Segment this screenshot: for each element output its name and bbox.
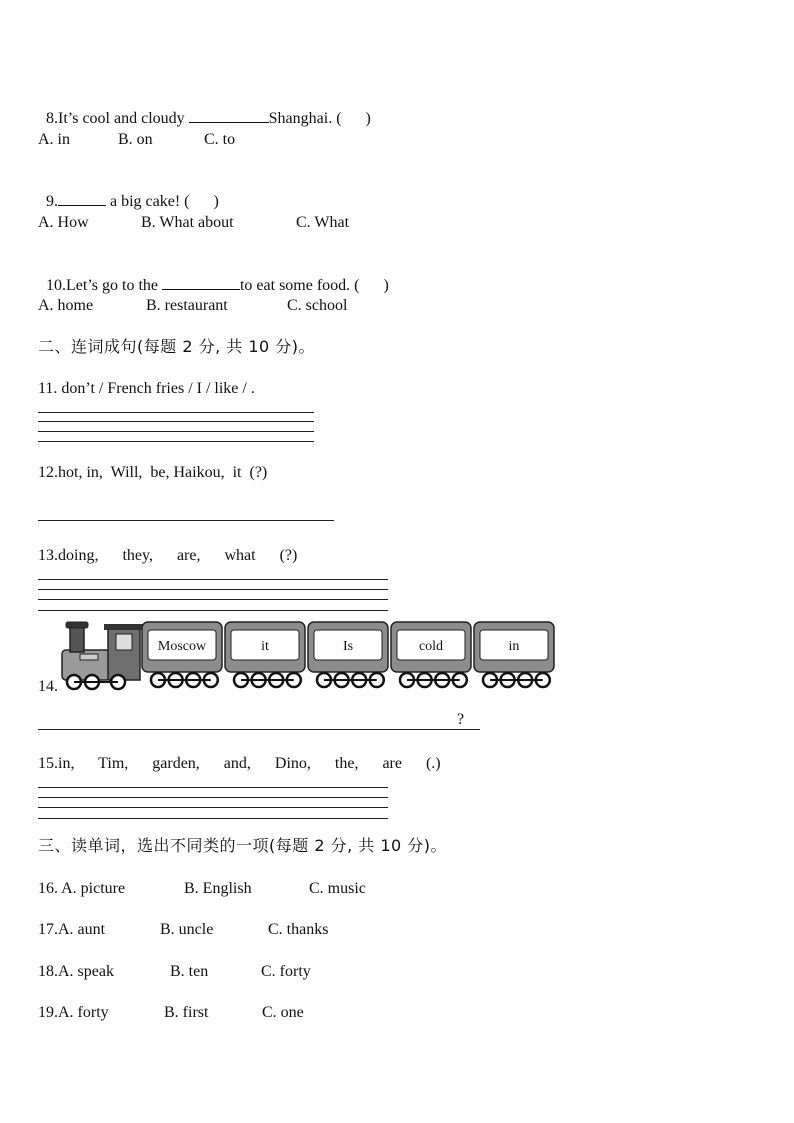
question-18 — [38, 962, 311, 982]
writing-rule — [38, 807, 388, 808]
option-b[interactable]: B. on — [118, 131, 153, 148]
writing-lines[interactable] — [38, 412, 314, 444]
option-b[interactable]: B. restaurant — [146, 297, 228, 314]
question-9 — [38, 171, 219, 212]
question-8-options — [38, 130, 235, 150]
question-9-stem-start: 9. — [46, 193, 58, 210]
writing-rule — [38, 520, 334, 521]
writing-rule — [38, 818, 388, 819]
train-car-word: Is — [342, 639, 354, 654]
writing-rule — [38, 729, 480, 730]
option-a[interactable]: 18.A. speak — [38, 963, 114, 980]
question-8-stem-end: Shanghai. ( ) — [268, 110, 371, 127]
writing-rule — [38, 579, 388, 580]
question-10-stem-end: to eat some food. ( ) — [239, 277, 389, 294]
train-car — [142, 622, 222, 687]
question-10 — [38, 255, 389, 296]
section-3-heading: 三、读单词，选出不同类的一项(每题 2 分, 共 10 分)。 — [38, 836, 448, 855]
option-a[interactable]: A. home — [38, 297, 94, 314]
option-c[interactable]: C. one — [262, 1004, 304, 1021]
option-b[interactable]: B. English — [184, 880, 252, 897]
option-b[interactable]: B. What about — [141, 214, 234, 231]
writing-rule — [38, 431, 314, 432]
writing-rule — [38, 589, 388, 590]
train-car-word: Moscow — [157, 639, 207, 654]
train-car-word: cold — [418, 639, 444, 654]
question-14-number: 14. — [38, 678, 58, 695]
question-15: 15.in, Tim, garden, and, Dino, the, are (.) — [38, 755, 441, 772]
writing-rule — [38, 599, 388, 600]
option-b[interactable]: B. first — [164, 1004, 209, 1021]
writing-rule — [38, 797, 388, 798]
writing-rule — [38, 412, 314, 413]
train-illustration — [60, 620, 560, 692]
train-car — [474, 622, 554, 687]
writing-rule — [38, 787, 388, 788]
writing-rule — [38, 421, 314, 422]
question-8-stem-start: 8.It’s cool and cloudy — [46, 110, 189, 127]
question-10-stem-start: 10.Let’s go to the — [46, 277, 162, 294]
option-c[interactable]: C. to — [204, 131, 236, 148]
option-a[interactable]: A. in — [38, 131, 70, 148]
question-11: 11. don’t / French fries / I / like / . — [38, 380, 255, 397]
question-12: 12.hot, in, Will, be, Haikou, it (?) — [38, 464, 268, 481]
option-a[interactable]: A. How — [38, 214, 89, 231]
writing-rule — [38, 610, 388, 611]
question-13: 13.doing, they, are, what (?) — [38, 547, 298, 564]
option-c[interactable]: C. music — [309, 880, 366, 897]
option-c[interactable]: C. thanks — [268, 921, 329, 938]
train-car-word: it — [261, 639, 269, 654]
answer-line[interactable] — [38, 729, 480, 731]
section-2-heading: 二、连词成句(每题 2 分, 共 10 分)。 — [38, 337, 316, 356]
answer-blank[interactable] — [189, 108, 269, 123]
question-10-options — [38, 296, 347, 316]
option-c[interactable]: C. school — [287, 297, 348, 314]
question-19 — [38, 1003, 304, 1023]
question-16 — [38, 879, 366, 899]
writing-lines[interactable] — [38, 579, 388, 611]
writing-rule — [38, 441, 314, 442]
option-c[interactable]: C. What — [296, 214, 350, 231]
option-b[interactable]: B. ten — [170, 963, 209, 980]
writing-lines[interactable] — [38, 787, 388, 819]
train-car — [308, 622, 388, 687]
option-a[interactable]: 19.A. forty — [38, 1004, 109, 1021]
question-9-stem-end: a big cake! ( ) — [106, 193, 219, 210]
answer-blank[interactable] — [58, 191, 106, 206]
option-a[interactable]: 17.A. aunt — [38, 921, 106, 938]
question-9-options — [38, 213, 349, 233]
option-c[interactable]: C. forty — [261, 963, 311, 980]
answer-line[interactable] — [38, 520, 334, 522]
question-14-end-mark: ? — [457, 711, 465, 728]
option-b[interactable]: B. uncle — [160, 921, 214, 938]
train-car-word: in — [508, 639, 520, 654]
locomotive-icon — [62, 622, 144, 689]
train-car — [391, 622, 471, 687]
option-a[interactable]: 16. A. picture — [38, 880, 126, 897]
question-8 — [38, 88, 371, 129]
question-17 — [38, 920, 328, 940]
answer-blank[interactable] — [162, 275, 240, 290]
train-car — [225, 622, 305, 687]
